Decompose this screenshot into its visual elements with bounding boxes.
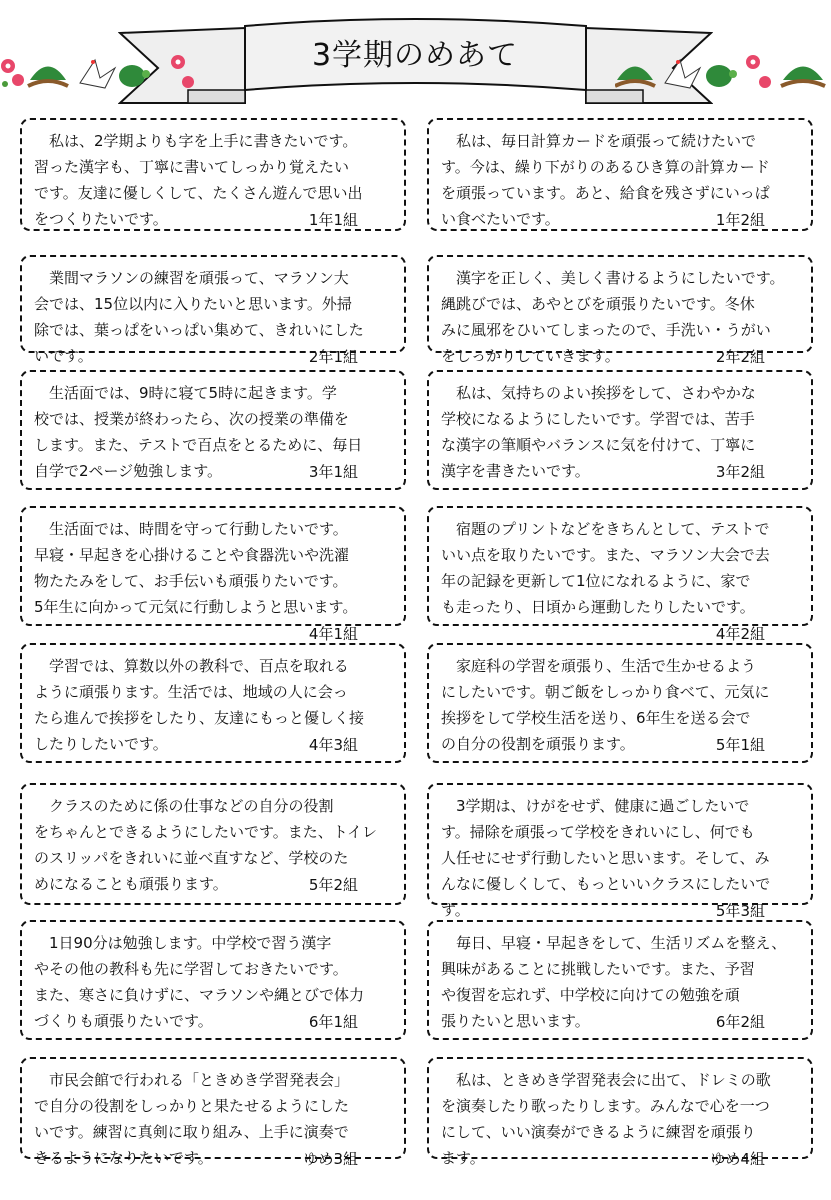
goal-text-line: 5年生に向かって元気に行動しようと思います。	[34, 598, 358, 616]
goal-card	[427, 118, 813, 231]
class-label: 4年1組	[308, 625, 358, 643]
goal-text-line: 生活面では、時間を守って行動したいです。	[34, 520, 348, 538]
class-label: ゆめ4組	[710, 1150, 765, 1168]
goal-text-line: 毎日、早寝・早起きをして、生活リズムを整え、	[441, 934, 787, 952]
goal-text-line: めになることも頑張ります。	[34, 875, 228, 893]
goal-text-line: クラスのために係の仕事などの自分の役割	[34, 797, 334, 815]
goal-text-line: 学習では、算数以外の教科で、百点を取れる	[34, 657, 349, 675]
class-label: ゆめ3組	[303, 1150, 358, 1168]
goal-text-line: 年の記録を更新して1位になれるように、家で	[441, 572, 751, 590]
goal-text-line: やその他の教科も先に学習しておきたいです。	[34, 960, 348, 978]
class-label: 5年3組	[715, 902, 765, 920]
decoration-right	[615, 48, 831, 98]
goal-text-line: す。	[441, 901, 470, 919]
crane-icon	[80, 60, 115, 88]
class-label: 4年2組	[715, 625, 765, 643]
goal-card	[20, 506, 406, 643]
goal-card	[427, 920, 813, 1040]
goal-card	[20, 783, 406, 905]
goal-text-line: や復習を忘れず、中学校に向けての勉強を頑	[441, 986, 740, 1004]
plum-blossom-icon	[171, 55, 194, 88]
goal-text-line: たら進んで挨拶をしたり、友達にもっと優しく接	[34, 709, 365, 727]
goal-text-line: 私は、2学期よりも字を上手に書きたいです。	[34, 132, 358, 150]
goal-card	[427, 370, 813, 490]
goal-card	[20, 255, 406, 366]
pine-icon	[28, 67, 68, 87]
goal-text-line: 私は、毎日計算カードを頑張って続けたいで	[441, 132, 757, 150]
goal-text-line: 物たたみをして、お手伝いも頑張りたいです。	[34, 572, 348, 590]
plum-blossom-icon	[1, 59, 24, 87]
class-label: 3年1組	[308, 463, 358, 481]
goal-text-line: します。また、テストで百点をとるために、毎日	[34, 436, 363, 454]
goal-text-line: したりしたいです。	[34, 735, 168, 753]
goal-text-line: 1日90分は勉強します。中学校で習う漢字	[34, 934, 332, 952]
goal-text-line: ように頑張ります。生活では、地域の人に会っ	[34, 683, 348, 701]
goal-text-line: 市民会館で行われる「ときめき学習発表会」	[34, 1071, 350, 1089]
goal-text-line: 興味があることに挑戦したいです。また、予習	[441, 960, 755, 978]
goal-text-line: きるようになりたいです。	[34, 1149, 213, 1167]
goal-card	[20, 1057, 406, 1168]
turtle-icon	[706, 65, 737, 87]
goal-text-line: いです。練習に真剣に取り組み、上手に演奏で	[34, 1123, 349, 1141]
goal-text-line: また、寒さに負けずに、マラソンや縄とびで体力	[34, 986, 365, 1004]
goal-card	[427, 643, 813, 763]
goal-text-line: 人任せにせず行動したいと思います。そして、み	[441, 849, 770, 867]
goal-text-line: 早寝・早起きを心掛けることや食器洗いや洗濯	[34, 546, 350, 564]
goal-text-line: な漢字の筆順やバランスに気を付けて、丁寧に	[441, 436, 756, 454]
goal-text-line: 学校になるようにしたいです。学習では、苦手	[441, 410, 755, 428]
goal-text-line: です。友達に優しくして、たくさん遊んで思い出	[34, 184, 363, 202]
goal-text-line: をしっかりしていきます。	[441, 347, 620, 365]
goal-card	[20, 370, 406, 490]
goal-text-line: いい点を取りたいです。また、マラソン大会で去	[441, 546, 770, 564]
goal-text-line: 習った漢字も、丁寧に書いてしっかり覚えたい	[34, 158, 350, 176]
goal-card	[20, 920, 406, 1040]
goal-text-line: いです。	[34, 347, 93, 365]
goal-text-line: づくりも頑張りたいです。	[34, 1012, 213, 1030]
goal-card	[427, 506, 813, 643]
goal-text-line: を頑張っています。あと、給食を残さずにいっぱ	[441, 184, 770, 202]
goal-text-line: で自分の役割をしっかりと果たせるようにした	[34, 1097, 350, 1115]
goal-text-line: 挨拶をして学校生活を送り、6年生を送る会で	[441, 709, 751, 727]
goal-text-line: の自分の役割を頑張ります。	[441, 735, 635, 753]
class-label: 5年2組	[308, 876, 358, 894]
goal-text-line: 会では、15位以内に入りたいと思います。外掃	[34, 295, 352, 313]
pine-icon	[781, 67, 825, 87]
goal-text-line: にして、いい演奏ができるように練習を頑張り	[441, 1123, 756, 1141]
goal-text-line: 私は、気持ちのよい挨拶をして、さわやかな	[441, 384, 756, 402]
goal-card	[427, 255, 813, 366]
goal-text-line: 校では、授業が終わったら、次の授業の準備を	[34, 410, 349, 428]
class-label: 5年1組	[715, 736, 765, 754]
goal-text-line: 除では、葉っぱをいっぱい集めて、きれいにした	[34, 321, 364, 339]
class-label: 3年2組	[715, 463, 765, 481]
goal-text-line: 縄跳びでは、あやとびを頑張りたいです。冬休	[441, 295, 755, 313]
goal-card	[20, 643, 406, 763]
goal-text-line: 張りたいと思います。	[441, 1012, 590, 1030]
goal-text-line: 業間マラソンの練習を頑張って、マラソン大	[34, 269, 349, 287]
class-label: 1年1組	[308, 211, 358, 229]
goal-text-line: みに風邪をひいてしまったので、手洗い・うがい	[441, 321, 771, 339]
goal-text-line: のスリッパをきれいに並べ直すなど、学校のた	[34, 849, 349, 867]
class-label: 1年2組	[715, 211, 765, 229]
goal-text-line: 漢字を書きたいです。	[441, 462, 590, 480]
goal-text-line: 宿題のプリントなどをきちんとして、テストで	[441, 520, 770, 538]
goal-text-line: も走ったり、日頃から運動したりしたいです。	[441, 598, 755, 616]
class-label: 2年2組	[715, 348, 765, 366]
plum-blossom-icon	[746, 55, 771, 88]
goal-text-line: 自学で2ページ勉強します。	[34, 462, 223, 480]
goal-text-line: す。掃除を頑張って学校をきれいにし、何でも	[441, 823, 755, 841]
goal-text-line: にしたいです。朝ご飯をしっかり食べて、元気に	[441, 683, 770, 701]
crane-icon	[665, 60, 700, 88]
goal-text-line: 漢字を正しく、美しく書けるようにしたいです。	[441, 269, 785, 287]
decoration-left	[0, 48, 200, 98]
class-label: 6年2組	[715, 1013, 765, 1031]
goal-text-line: す。今は、繰り下がりのあるひき算の計算カード	[441, 158, 770, 176]
goal-text-line: をつくりたいです。	[34, 210, 168, 228]
goal-text-line: ます。	[441, 1149, 485, 1167]
class-label: 2年1組	[308, 348, 358, 366]
goal-text-line: 私は、ときめき学習発表会に出て、ドレミの歌	[441, 1071, 771, 1089]
turtle-icon	[119, 65, 150, 87]
class-label: 4年3組	[308, 736, 358, 754]
page-title: 3学期のめあて	[311, 38, 519, 73]
goal-text-line: を演奏したり歌ったりします。みんなで心を一つ	[441, 1097, 770, 1115]
goal-card	[20, 118, 406, 231]
goal-text-line: 家庭科の学習を頑張り、生活で生かせるよう	[441, 657, 757, 675]
goal-card	[427, 783, 813, 920]
goal-text-line: をちゃんとできるようにしたいです。また、トイレ	[34, 823, 378, 841]
pine-icon	[615, 67, 655, 87]
goal-text-line: 3学期は、けがをせず、健康に過ごしたいで	[441, 797, 750, 815]
goal-text-line: い食べたいです。	[441, 210, 560, 228]
class-label: 6年1組	[308, 1013, 358, 1031]
goal-text-line: んなに優しくして、もっといいクラスにしたいで	[441, 875, 771, 893]
goal-card	[427, 1057, 813, 1168]
goal-text-line: 生活面では、9時に寝て5時に起きます。学	[34, 384, 337, 402]
